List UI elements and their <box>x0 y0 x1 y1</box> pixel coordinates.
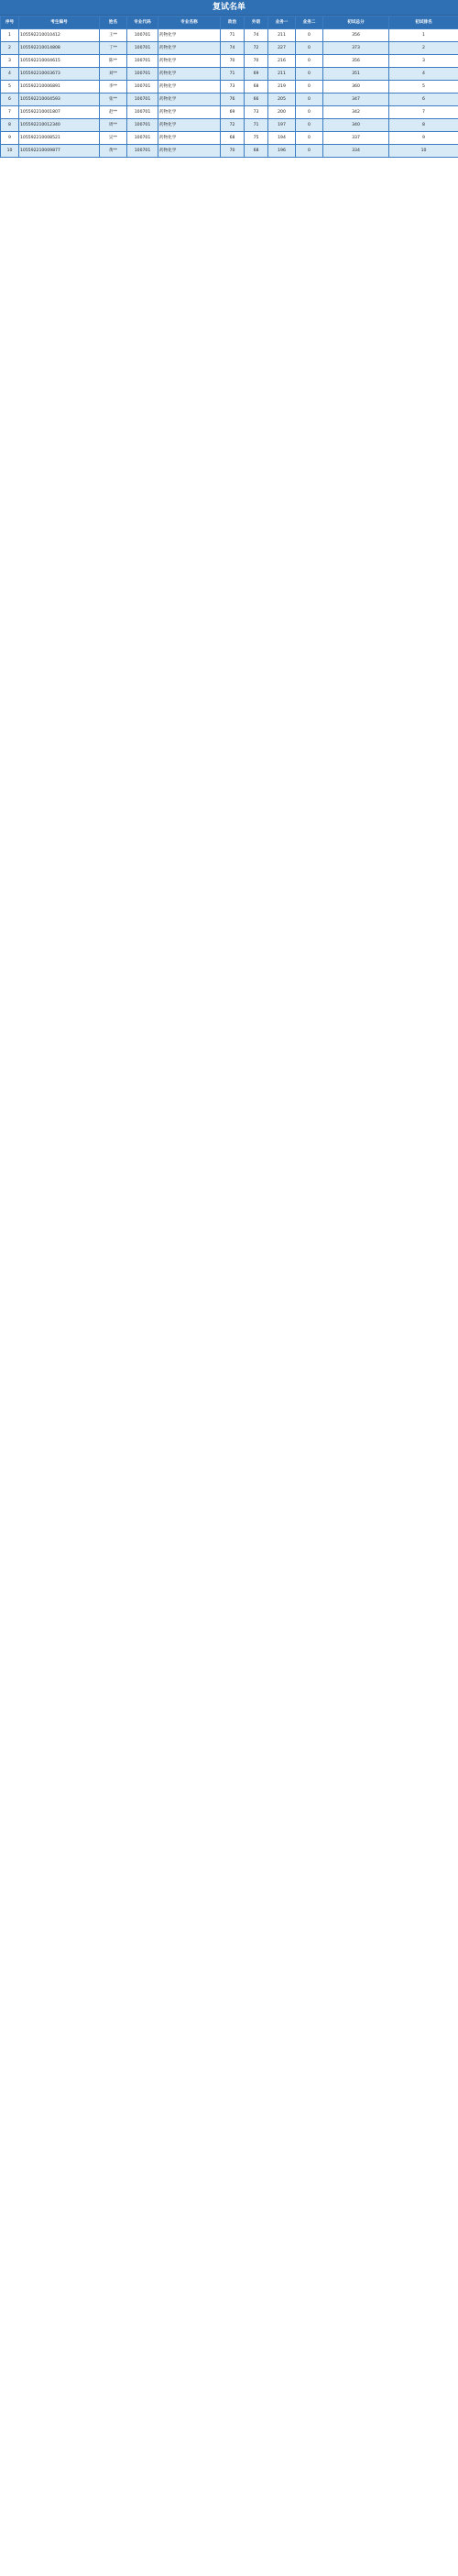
table-cell: 陈** <box>100 55 127 68</box>
table-cell: 74 <box>245 29 268 42</box>
table-cell: 205 <box>268 94 296 106</box>
table-cell: 0 <box>296 119 323 132</box>
table-cell: 0 <box>296 94 323 106</box>
table-cell: 0 <box>296 132 323 145</box>
table-cell: 0 <box>296 81 323 94</box>
table-cell: 216 <box>268 55 296 68</box>
table-cell: 10 <box>389 145 458 158</box>
table-cell: 4 <box>389 68 458 81</box>
table-cell: 100701 <box>127 145 158 158</box>
table-cell: 100701 <box>127 119 158 132</box>
table-cell: 100701 <box>127 106 158 119</box>
table-cell: 刘** <box>100 68 127 81</box>
table-cell: 71 <box>221 29 245 42</box>
table-cell: 药物化学 <box>158 132 221 145</box>
table-cell: 8 <box>389 119 458 132</box>
table-cell: 5 <box>389 81 458 94</box>
table-cell: 105592210004615 <box>19 55 100 68</box>
table-cell: 72 <box>245 42 268 55</box>
table-cell: 药物化学 <box>158 145 221 158</box>
table-title: 复试名单 <box>0 0 458 16</box>
table-cell: 0 <box>296 42 323 55</box>
col-header-politics: 政治 <box>221 17 245 29</box>
table-cell: 105592210003673 <box>19 68 100 81</box>
table-cell: 200 <box>268 106 296 119</box>
col-header-rank: 初试排名 <box>389 17 458 29</box>
table-cell: 347 <box>323 94 389 106</box>
table-cell: 337 <box>323 132 389 145</box>
table-cell: 药物化学 <box>158 42 221 55</box>
table-cell: 351 <box>323 68 389 81</box>
table-cell: 196 <box>268 145 296 158</box>
col-header-name: 姓名 <box>100 17 127 29</box>
table-row <box>1 68 458 81</box>
table-cell: 356 <box>323 55 389 68</box>
table-cell: 0 <box>296 145 323 158</box>
table-cell: 100701 <box>127 68 158 81</box>
table-cell: 100701 <box>127 42 158 55</box>
table-cell: 197 <box>268 119 296 132</box>
table-row <box>1 42 458 55</box>
table-cell: 105592210001807 <box>19 106 100 119</box>
table-cell: 70 <box>221 145 245 158</box>
table-cell: 105592210012340 <box>19 119 100 132</box>
table-row <box>1 81 458 94</box>
table-cell: 0 <box>296 29 323 42</box>
table-cell: 68 <box>221 132 245 145</box>
table-cell: 0 <box>296 68 323 81</box>
table-cell: 68 <box>245 81 268 94</box>
table-cell: 黄** <box>100 145 127 158</box>
table-cell: 药物化学 <box>158 29 221 42</box>
table-cell: 6 <box>1 94 19 106</box>
table-cell: 66 <box>245 94 268 106</box>
table-cell: 9 <box>389 132 458 145</box>
table-cell: 药物化学 <box>158 68 221 81</box>
col-header-index: 序号 <box>1 17 19 29</box>
table-cell: 356 <box>323 29 389 42</box>
table-cell: 75 <box>245 132 268 145</box>
table-cell: 105592210008521 <box>19 132 100 145</box>
table-cell: 73 <box>221 81 245 94</box>
col-header-subject-two: 业务二 <box>296 17 323 29</box>
col-header-total-score: 初试总分 <box>323 17 389 29</box>
table-cell: 0 <box>296 106 323 119</box>
table-header-row <box>1 17 458 29</box>
table-cell: 药物化学 <box>158 119 221 132</box>
table-cell: 68 <box>245 145 268 158</box>
table-cell: 药物化学 <box>158 55 221 68</box>
table-cell: 105592210004593 <box>19 94 100 106</box>
table-cell: 360 <box>323 81 389 94</box>
table-cell: 7 <box>389 106 458 119</box>
table-cell: 赵** <box>100 106 127 119</box>
table-cell: 100701 <box>127 81 158 94</box>
table-cell: 69 <box>221 106 245 119</box>
table-cell: 105592210009877 <box>19 145 100 158</box>
table-row <box>1 145 458 158</box>
table-cell: 1 <box>389 29 458 42</box>
table-cell: 2 <box>389 42 458 55</box>
table-cell: 3 <box>389 55 458 68</box>
table-row <box>1 119 458 132</box>
table-row <box>1 106 458 119</box>
table-cell: 71 <box>245 119 268 132</box>
table-cell: 5 <box>1 81 19 94</box>
table-cell: 2 <box>1 42 19 55</box>
table-cell: 8 <box>1 119 19 132</box>
col-header-subject-one: 业务一 <box>268 17 296 29</box>
table-cell: 丁** <box>100 42 127 55</box>
col-header-candidate-id: 考生编号 <box>19 17 100 29</box>
table-cell: 76 <box>221 94 245 106</box>
table-cell: 吴** <box>100 132 127 145</box>
table-cell: 340 <box>323 119 389 132</box>
table-cell: 药物化学 <box>158 106 221 119</box>
table-cell: 211 <box>268 29 296 42</box>
table-cell: 72 <box>221 119 245 132</box>
table-cell: 219 <box>268 81 296 94</box>
table-cell: 70 <box>221 55 245 68</box>
admission-list-table <box>0 16 458 158</box>
table-cell: 73 <box>245 106 268 119</box>
table-row <box>1 29 458 42</box>
table-cell: 194 <box>268 132 296 145</box>
table-cell: 李** <box>100 81 127 94</box>
table-cell: 70 <box>245 55 268 68</box>
table-cell: 100701 <box>127 55 158 68</box>
table-cell: 药物化学 <box>158 81 221 94</box>
table-cell: 100701 <box>127 132 158 145</box>
col-header-foreign-language: 外语 <box>245 17 268 29</box>
table-cell: 3 <box>1 55 19 68</box>
table-cell: 周** <box>100 119 127 132</box>
table-row <box>1 132 458 145</box>
table-cell: 10 <box>1 145 19 158</box>
table-cell: 6 <box>389 94 458 106</box>
table-cell: 342 <box>323 106 389 119</box>
table-cell: 4 <box>1 68 19 81</box>
table-cell: 211 <box>268 68 296 81</box>
table-cell: 王** <box>100 29 127 42</box>
table-cell: 69 <box>245 68 268 81</box>
table-cell: 227 <box>268 42 296 55</box>
col-header-major-name: 专业名称 <box>158 17 221 29</box>
table-cell: 张** <box>100 94 127 106</box>
table-cell: 100701 <box>127 94 158 106</box>
table-cell: 105592210010412 <box>19 29 100 42</box>
table-cell: 9 <box>1 132 19 145</box>
table-cell: 74 <box>221 42 245 55</box>
table-cell: 药物化学 <box>158 94 221 106</box>
table-cell: 100701 <box>127 29 158 42</box>
table-cell: 0 <box>296 55 323 68</box>
col-header-major-code: 专业代码 <box>127 17 158 29</box>
table-cell: 373 <box>323 42 389 55</box>
table-row <box>1 55 458 68</box>
table-cell: 1 <box>1 29 19 42</box>
table-row <box>1 94 458 106</box>
table-cell: 105592210014808 <box>19 42 100 55</box>
table-cell: 334 <box>323 145 389 158</box>
table-cell: 105592210006891 <box>19 81 100 94</box>
table-body <box>1 29 458 158</box>
table-cell: 7 <box>1 106 19 119</box>
table-cell: 71 <box>221 68 245 81</box>
